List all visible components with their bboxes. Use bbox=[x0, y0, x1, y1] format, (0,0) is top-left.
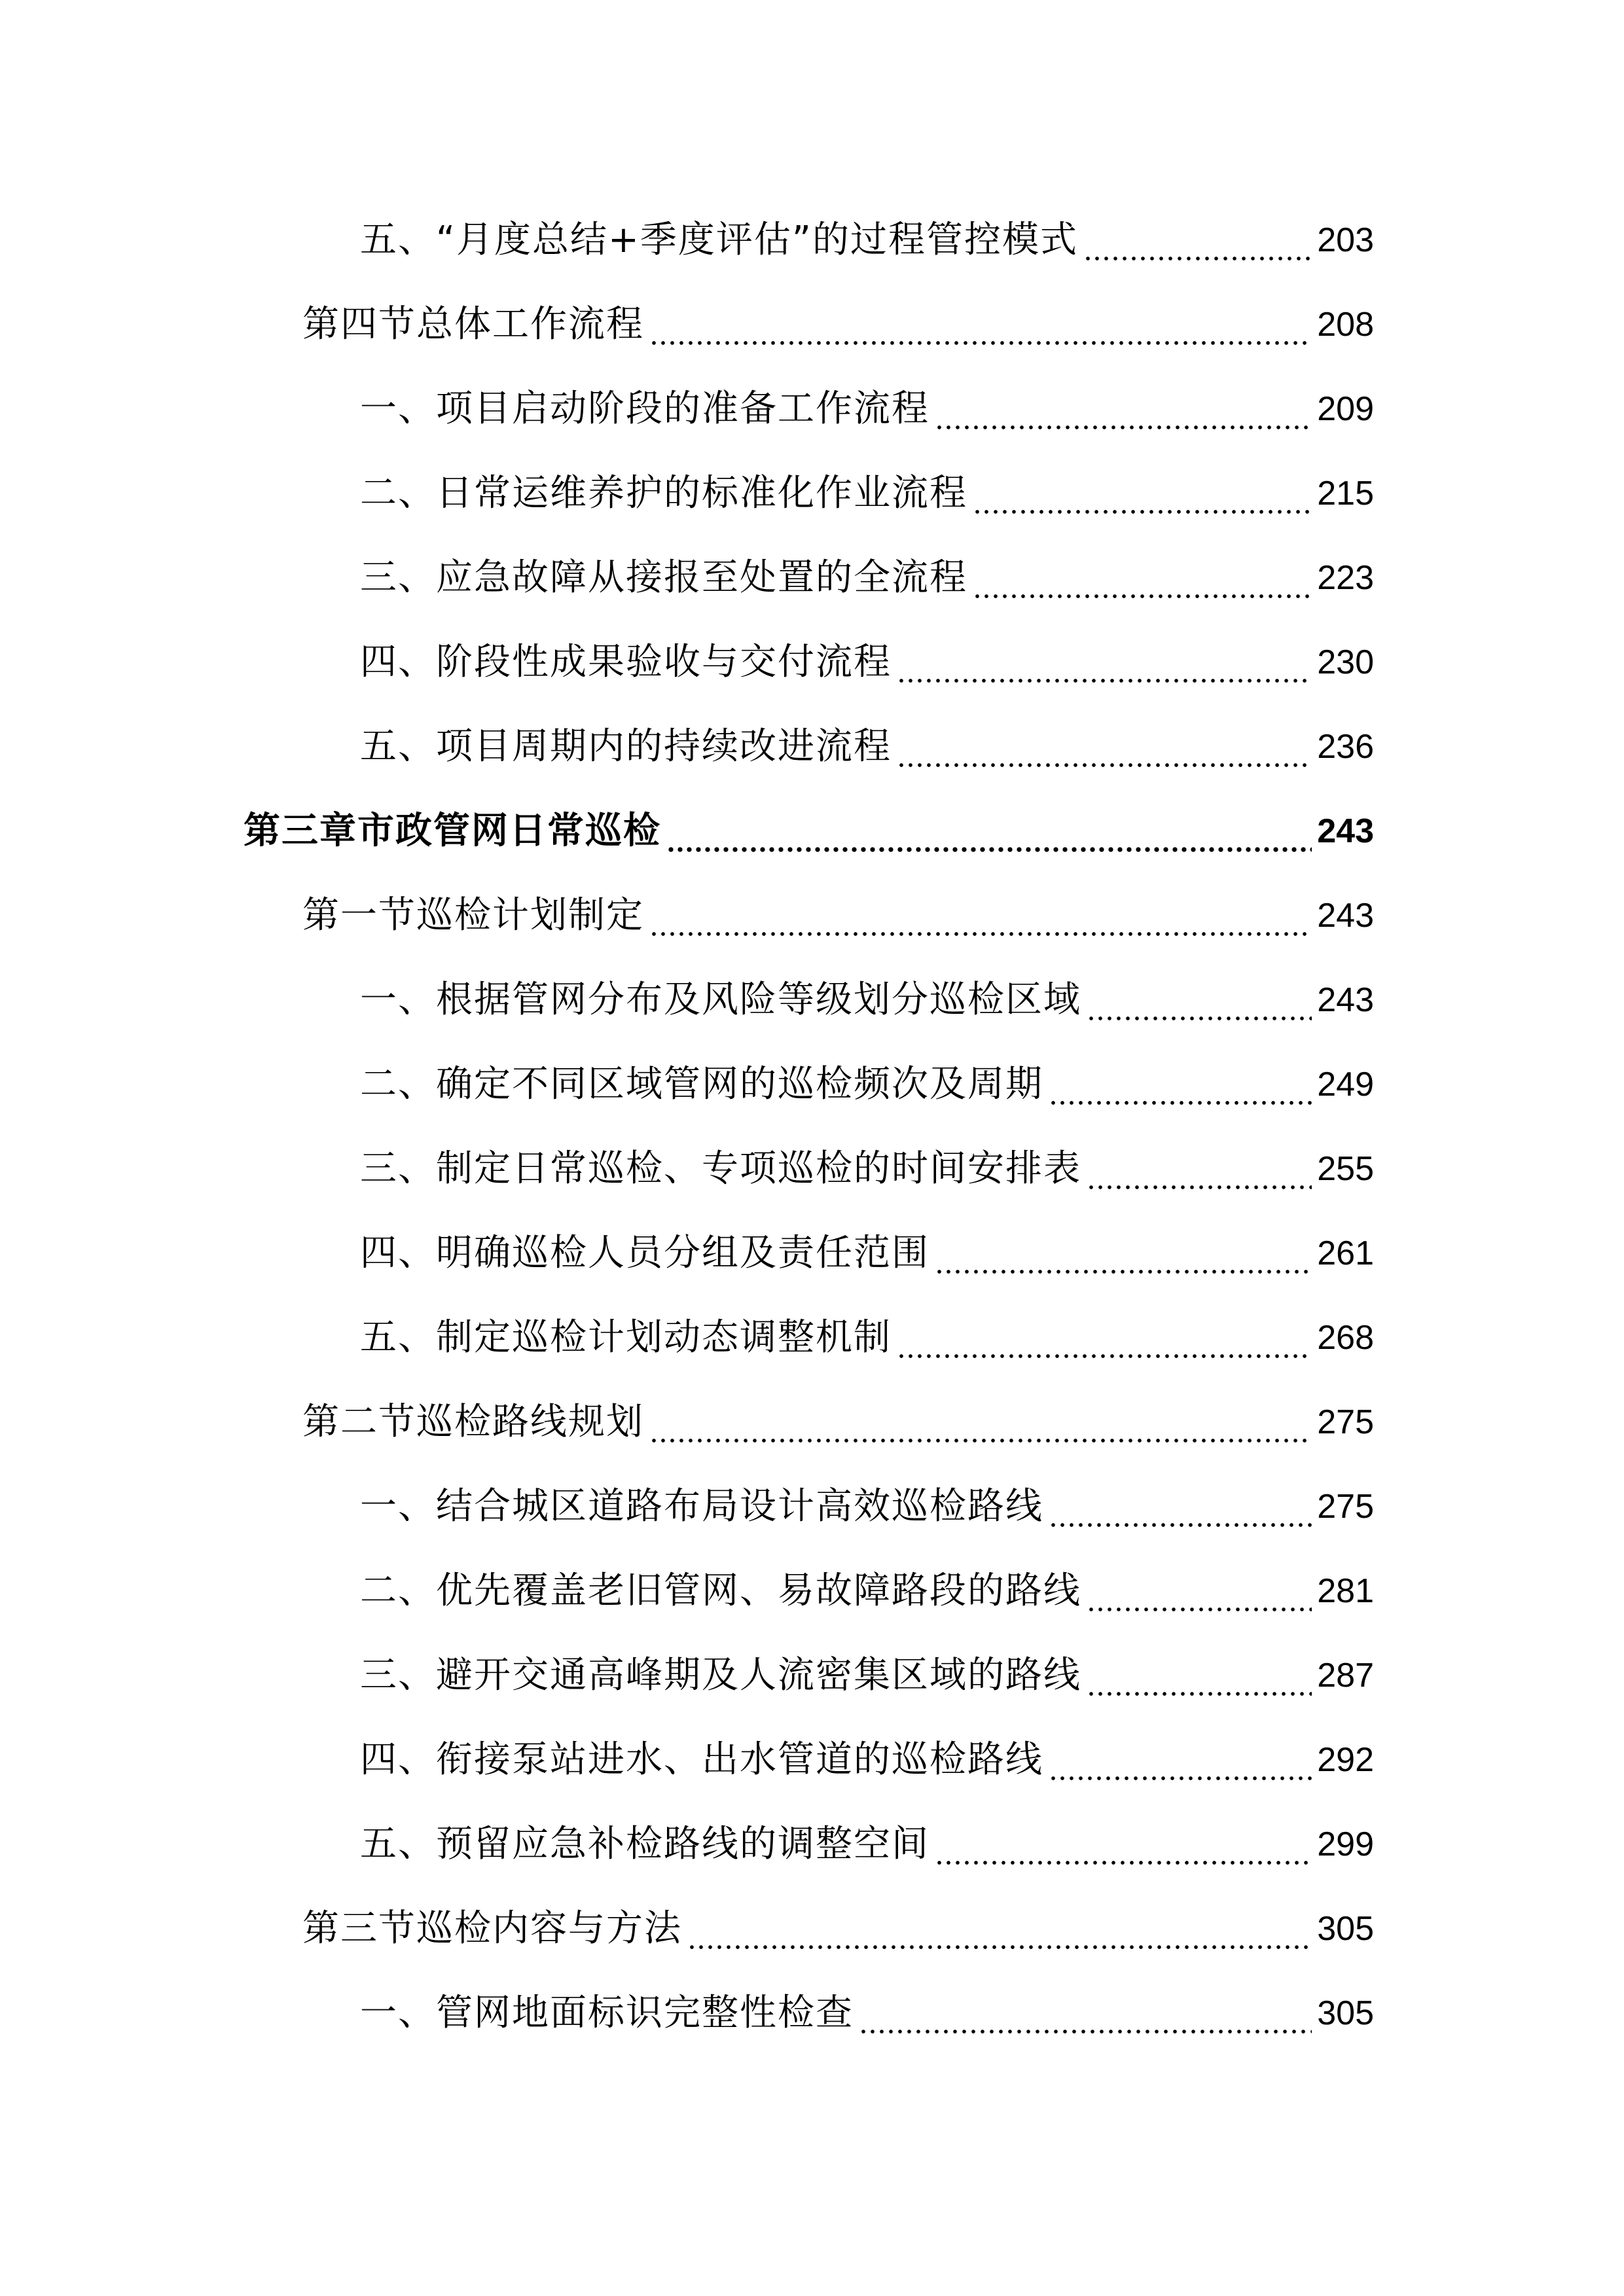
toc-entry[interactable] bbox=[302, 1393, 1374, 1452]
toc-entry-title: 二、确定不同区域管网的巡检频次及周期 bbox=[360, 1063, 1043, 1105]
toc-entry-page: 255 bbox=[1317, 1150, 1374, 1188]
toc-entry-title: 四、阶段性成果验收与交付流程 bbox=[360, 641, 892, 683]
toc-entry-page: 305 bbox=[1317, 1910, 1374, 1948]
toc-entry-title: 三、避开交通高峰期及人流密集区域的路线 bbox=[360, 1654, 1081, 1696]
toc-entry[interactable] bbox=[360, 380, 1374, 439]
dot-leader bbox=[935, 380, 1312, 439]
toc-entry[interactable] bbox=[302, 886, 1374, 945]
dot-leader bbox=[649, 295, 1312, 354]
toc-entry[interactable] bbox=[360, 717, 1374, 776]
toc-entry-title: 一、管网地面标识完整性检查 bbox=[360, 1992, 854, 2034]
dot-leader bbox=[1087, 1139, 1312, 1198]
toc-entry-title: 四、衔接泵站进水、出水管道的巡检路线 bbox=[360, 1738, 1043, 1781]
toc-entry[interactable] bbox=[360, 971, 1374, 1030]
toc-entry[interactable] bbox=[360, 1731, 1374, 1789]
toc-entry-page: 208 bbox=[1317, 306, 1374, 344]
toc-entry-page: 261 bbox=[1317, 1234, 1374, 1272]
toc-entry-page: 215 bbox=[1317, 475, 1374, 512]
toc-entry[interactable] bbox=[360, 1815, 1374, 1874]
toc-entry-title: 第一节巡检计划制定 bbox=[302, 894, 644, 937]
toc-entry[interactable] bbox=[360, 548, 1374, 607]
dot-leader bbox=[935, 1815, 1312, 1874]
toc-entry-title: 四、明确巡检人员分组及责任范围 bbox=[360, 1232, 929, 1274]
toc-entry-page: 230 bbox=[1317, 643, 1374, 681]
dot-leader bbox=[649, 886, 1312, 945]
toc-entry-page: 299 bbox=[1317, 1825, 1374, 1863]
toc-entry[interactable] bbox=[360, 1308, 1374, 1367]
toc-entry[interactable] bbox=[360, 1984, 1374, 2043]
toc-entry-title: 一、根据管网分布及风险等级划分巡检区域 bbox=[360, 978, 1081, 1021]
dot-leader bbox=[859, 1984, 1312, 2043]
toc-entry-page: 223 bbox=[1317, 559, 1374, 597]
toc-entry-page: 268 bbox=[1317, 1319, 1374, 1357]
dot-leader bbox=[973, 548, 1312, 607]
toc-entry[interactable] bbox=[360, 211, 1374, 270]
dot-leader bbox=[1087, 1562, 1312, 1621]
toc-entry-page: 243 bbox=[1317, 897, 1374, 935]
toc-entry[interactable] bbox=[360, 633, 1374, 692]
toc-entry-page: 203 bbox=[1317, 221, 1374, 259]
dot-leader bbox=[666, 802, 1312, 861]
toc-entry[interactable] bbox=[360, 1562, 1374, 1621]
dot-leader bbox=[897, 633, 1312, 692]
toc-entry[interactable] bbox=[302, 1899, 1374, 1958]
toc-entry-title: 第二节巡检路线规划 bbox=[302, 1401, 644, 1443]
toc-entry-title: 二、日常运维养护的标准化作业流程 bbox=[360, 472, 967, 514]
toc-entry-title: 一、结合城区道路布局设计高效巡检路线 bbox=[360, 1485, 1043, 1528]
toc-entry[interactable] bbox=[360, 1139, 1374, 1198]
dot-leader bbox=[1087, 1646, 1312, 1705]
toc-entry-page: 287 bbox=[1317, 1657, 1374, 1695]
dot-leader bbox=[1049, 1477, 1312, 1536]
dot-leader bbox=[649, 1393, 1312, 1452]
toc-entry-page: 209 bbox=[1317, 390, 1374, 428]
toc-entry-title: 五、预留应急补检路线的调整空间 bbox=[360, 1823, 929, 1865]
toc-entry[interactable] bbox=[302, 295, 1374, 354]
toc-entry-title: 三、制定日常巡检、专项巡检的时间安排表 bbox=[360, 1147, 1081, 1190]
toc-entry[interactable] bbox=[360, 1224, 1374, 1283]
toc-entry[interactable] bbox=[360, 464, 1374, 523]
dot-leader bbox=[1083, 211, 1312, 270]
toc-entry-title: 五、制定巡检计划动态调整机制 bbox=[360, 1316, 892, 1359]
toc-entry-page: 281 bbox=[1317, 1572, 1374, 1610]
dot-leader bbox=[897, 717, 1312, 776]
toc-entry-page: 305 bbox=[1317, 1994, 1374, 2032]
toc-entry-page: 236 bbox=[1317, 728, 1374, 766]
toc-entry-page: 275 bbox=[1317, 1403, 1374, 1441]
toc-entry-title: 五、项目周期内的持续改进流程 bbox=[360, 725, 892, 768]
dot-leader bbox=[1087, 971, 1312, 1030]
toc-entry-chapter[interactable] bbox=[244, 802, 1374, 861]
toc-entry-title: 第三节巡检内容与方法 bbox=[302, 1907, 682, 1950]
dot-leader bbox=[935, 1224, 1312, 1283]
toc-entry[interactable] bbox=[360, 1055, 1374, 1114]
toc-entry-title: 五、“月度总结+季度评估”的过程管控模式 bbox=[360, 219, 1078, 261]
toc-entry-page: 243 bbox=[1317, 981, 1374, 1019]
toc-entry-page: 243 bbox=[1317, 812, 1374, 850]
dot-leader bbox=[1049, 1731, 1312, 1789]
toc-entry-title: 二、优先覆盖老旧管网、易故障路段的路线 bbox=[360, 1570, 1081, 1612]
toc-entry-title: 第四节总体工作流程 bbox=[302, 303, 644, 346]
toc-entry-title: 一、项目启动阶段的准备工作流程 bbox=[360, 387, 929, 430]
toc-entry[interactable] bbox=[360, 1646, 1374, 1705]
dot-leader bbox=[897, 1308, 1312, 1367]
toc-entry-page: 275 bbox=[1317, 1488, 1374, 1526]
toc-entry-page: 249 bbox=[1317, 1066, 1374, 1103]
toc-entry-title: 第三章市政管网日常巡检 bbox=[244, 810, 661, 852]
dot-leader bbox=[1049, 1055, 1312, 1114]
toc-entry[interactable] bbox=[360, 1477, 1374, 1536]
dot-leader bbox=[687, 1899, 1312, 1958]
dot-leader bbox=[973, 464, 1312, 523]
toc-entry-title: 三、应急故障从接报至处置的全流程 bbox=[360, 556, 967, 599]
toc-entry-page: 292 bbox=[1317, 1741, 1374, 1779]
